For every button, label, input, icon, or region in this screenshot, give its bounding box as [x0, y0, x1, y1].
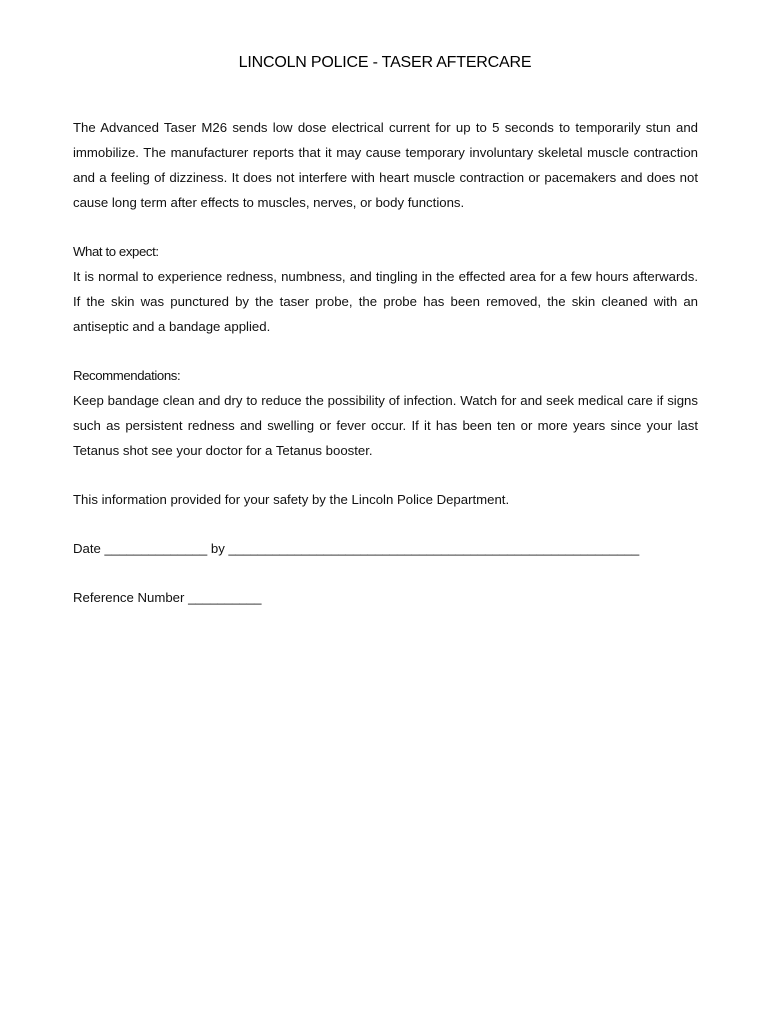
- what-to-expect-heading: What to expect:: [73, 244, 159, 259]
- spacer: [73, 215, 698, 239]
- recommendations-paragraph: Keep bandage clean and dry to reduce the possibility of infection. Watch for and seek medical care if signs such as persistent redness and swelling or fever occur. If it has been ten or more years since your last Tetanus shot see your doctor for a Tetanus booster.: [73, 393, 698, 458]
- footer-note: This information provided for your safety by the Lincoln Police Department.: [73, 492, 510, 507]
- intro-paragraph: The Advanced Taser M26 sends low dose electrical current for up to 5 seconds to temporarily stun and immobilize. The manufacturer reports that it may cause temporary involuntary skeletal muscle contraction and a feeling of dizziness. It does not interfere with heart muscle contraction or pacemakers and does not cause long term after effects to muscles, nerves, or body functions.: [73, 120, 698, 210]
- spacer: [73, 561, 698, 585]
- what-to-expect-paragraph: It is normal to experience redness, numbness, and tingling in the effected area for a few hours afterwards. If the skin was punctured by the taser probe, the probe has been removed, the skin cleaned with an antiseptic and a bandage applied.: [73, 269, 698, 334]
- spacer: [73, 463, 698, 487]
- document-title: LINCOLN POLICE - TASER AFTERCARE: [238, 54, 532, 71]
- document-body: [73, 115, 698, 610]
- date-signature-line: Date ______________ by ________________________________________________________: [73, 541, 640, 556]
- spacer: [73, 339, 698, 363]
- reference-number-line: Reference Number __________: [73, 590, 262, 605]
- recommendations-heading: Recommendations:: [73, 368, 181, 383]
- spacer: [73, 512, 698, 536]
